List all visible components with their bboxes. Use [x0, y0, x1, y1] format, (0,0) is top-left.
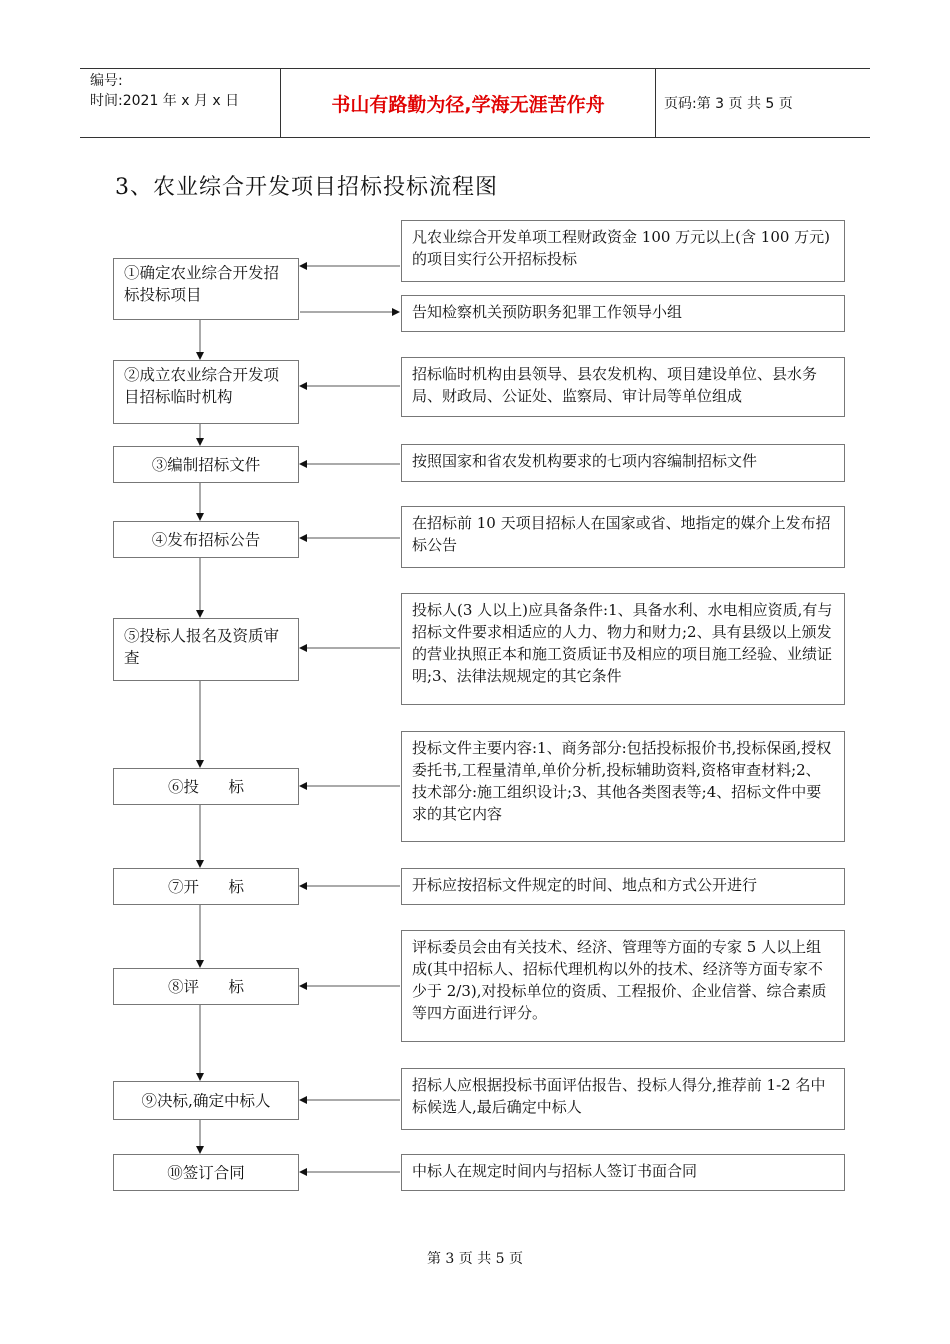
- step-2-box: ②成立农业综合开发项目招标临时机构: [113, 360, 299, 424]
- header-page-info: 页码:第 3 页 共 5 页: [664, 96, 793, 112]
- note-11: 中标人在规定时间内与招标人签订书面合同: [401, 1154, 845, 1191]
- step-10-box: ⑩签订合同: [113, 1154, 299, 1191]
- note-1: 凡农业综合开发单项工程财政资金 100 万元以上(含 100 万元)的项目实行公开招标投标: [401, 220, 845, 282]
- note-5: 在招标前 10 天项目招标人在国家或省、地指定的媒介上发布招标公告: [401, 506, 845, 568]
- step-6-box: ⑥投 标: [113, 768, 299, 805]
- number-label: 编号:: [90, 73, 123, 89]
- step-8-box: ⑧评 标: [113, 968, 299, 1005]
- page-footer: 第 3 页 共 5 页: [426, 1251, 524, 1267]
- page-title: 3、农业综合开发项目招标投标流程图: [115, 175, 498, 200]
- note-6: 投标人(3 人以上)应具备条件:1、具备水利、水电相应资质,有与招标文件要求相适应的人力、物力和财力;2、具有县级以上颁发的营业执照正本和施工资质证书及相应的项目施工经验、业绩证明;3、法律法规规定的其它条件: [401, 593, 845, 705]
- header-motto: 书山有路勤为径,学海无涯苦作舟: [280, 69, 656, 137]
- note-4: 按照国家和省农发机构要求的七项内容编制招标文件: [401, 444, 845, 482]
- step-5-box: ⑤投标人报名及资质审查: [113, 618, 299, 681]
- time-label: 时间:2021 年 x 月 x 日: [90, 93, 240, 109]
- note-8: 开标应按招标文件规定的时间、地点和方式公开进行: [401, 868, 845, 905]
- note-10: 招标人应根据投标书面评估报告、投标人得分,推荐前 1-2 名中标候选人,最后确定中标人: [401, 1068, 845, 1130]
- note-7: 投标文件主要内容:1、商务部分:包括投标报价书,投标保函,授权委托书,工程量清单,单价分析,投标辅助资料,资格审查材料;2、技术部分:施工组织设计;3、其他各类图表等;4、招标文件中要求的其它内容: [401, 731, 845, 842]
- step-1-box: ①确定农业综合开发招标投标项目: [113, 258, 299, 320]
- step-3-box: ③编制招标文件: [113, 446, 299, 483]
- note-3: 招标临时机构由县领导、县农发机构、项目建设单位、县水务局、财政局、公证处、监察局、审计局等单位组成: [401, 357, 845, 417]
- step-4-box: ④发布招标公告: [113, 521, 299, 558]
- note-2: 告知检察机关预防职务犯罪工作领导小组: [401, 295, 845, 332]
- step-7-box: ⑦开 标: [113, 868, 299, 905]
- note-9: 评标委员会由有关技术、经济、管理等方面的专家 5 人以上组成(其中招标人、招标代理机构以外的技术、经济等方面专家不少于 2/3),对投标单位的资质、工程报价、企业信誉、综合素质等四方面进行评分。: [401, 930, 845, 1042]
- step-9-box: ⑨决标,确定中标人: [113, 1081, 299, 1120]
